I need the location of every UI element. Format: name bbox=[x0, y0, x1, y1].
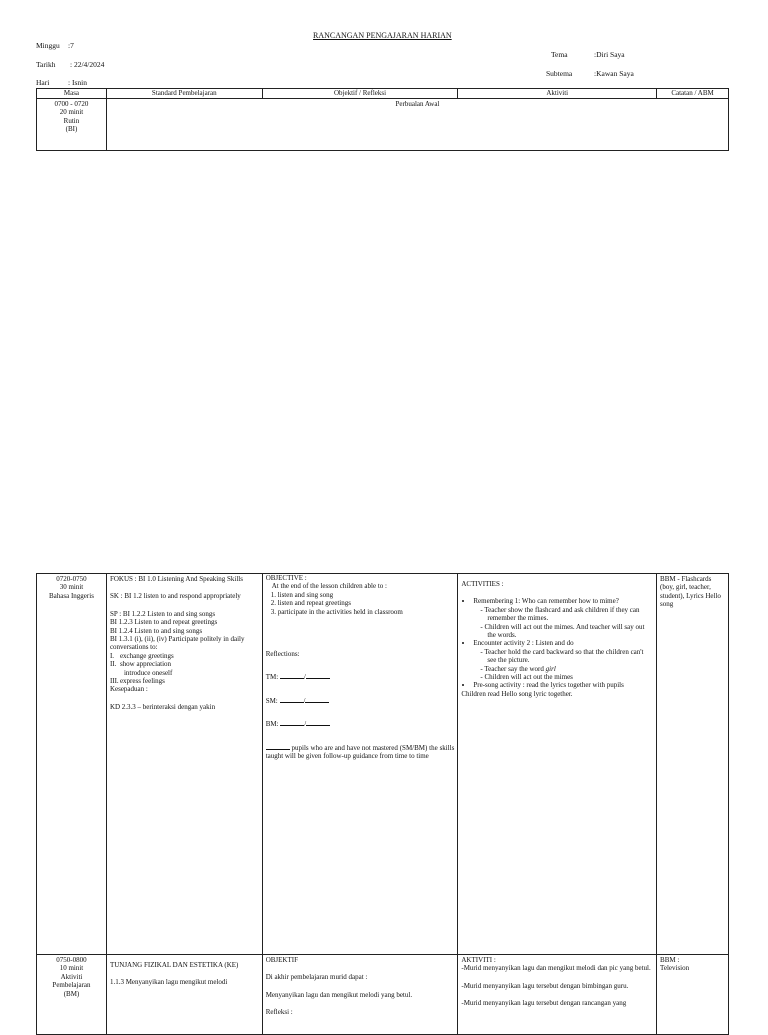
tarikh-label: Tarikh bbox=[36, 60, 56, 69]
activities-cell: ACTIVITIES : • Remembering 1: Who can remember how to mime? - Teacher show the flashcard and ask children if they can remember the mimes. - Children will act out the mimes. And teacher will say out the words. • Encounter activity 2 : Listen and do - Teacher hold the card backward so that the children can't see the picture. - Teacher say the word girl - Children will act out the mimes • Pre-song activity : read the lyrics together with pupils Children read Hello song lyric together. bbox=[458, 574, 657, 955]
standard-cell: TUNJANG FIZIKAL DAN ESTETIKA (KE) 1.1.3 Menyanyikan lagu mengikut melodi bbox=[106, 955, 262, 1035]
standard-cell: FOKUS : BI 1.0 Listening And Speaking Skills SK : BI 1.2 listen to and respond appropriately SP : BI 1.2.2 Listen to and sing songs BI 1.2.3 Listen to and repeat greetings BI 1.2.4 Listen to and sing songs BI 1.3.1 (i), (ii), (iv) Participate politely in daily conversations to: I. exchange greetings II. show appreciation introduce oneself III.express feelings Kesepaduan : KD 2.3.3 – berinteraksi dengan yakin bbox=[106, 574, 262, 955]
objective-list: 1. listen and sing song 2. listen and repeat greetings 3. participate in the activities held in classroom bbox=[266, 591, 455, 616]
masa-cell: 0750-0800 10 minit Aktiviti Pembelajaran (BM) bbox=[37, 955, 107, 1035]
minggu-label: Minggu bbox=[36, 41, 60, 50]
bm-label: BM: bbox=[265, 720, 279, 729]
sm-label: SM: bbox=[265, 696, 278, 705]
objective-cell: OBJECTIVE : At the end of the lesson children able to : 1. listen and sing song 2. listen and repeat greetings 3. participate in the activities held in classroom Reflections: TM: / SM: / BM: / pupils who are and have not mastered (SM/BM) the skills taught will be given follow-up guidance from time to time bbox=[262, 574, 458, 955]
schedule-table-top bbox=[36, 88, 729, 151]
header-standard: Standard Pembelajaran bbox=[106, 89, 262, 99]
tarikh-value: : 22/4/2024 bbox=[70, 60, 105, 69]
activities-list: • Remembering 1: Who can remember how to mime? - Teacher show the flashcard and ask children if they can remember the mimes. - Children will act out the mimes. And teacher will say out the words. • Encounter activity 2 : Listen and do - Teacher hold the card backward so that the children can't see the picture. - Teacher say the word girl - Children will act out the mimes • Pre-song activity : read the lyrics together with pupils bbox=[461, 597, 653, 689]
table-row bbox=[37, 574, 729, 955]
tema-value: :Diri Saya bbox=[594, 50, 625, 59]
header-aktiviti: Aktiviti bbox=[458, 89, 657, 99]
header-objektif: Objektif / Refleksi bbox=[262, 89, 458, 99]
table-row bbox=[37, 99, 729, 151]
masa-cell: 0720-0750 30 minit Bahasa Inggeris bbox=[37, 574, 107, 955]
page-title: RANCANGAN PENGAJARAN HARIAN bbox=[313, 31, 452, 40]
perbualan-awal-cell: Perbualan Awal bbox=[106, 99, 728, 151]
header-catatan: Catatan / ABM bbox=[657, 89, 729, 99]
header-masa: Masa bbox=[37, 89, 107, 99]
subtema-label: Subtema bbox=[546, 69, 573, 78]
catatan-cell: BBM : Television bbox=[657, 955, 729, 1035]
hari-value: : Isnin bbox=[68, 78, 87, 87]
tema-label: Tema bbox=[551, 50, 568, 59]
catatan-cell: BBM - Flashcards (boy, girl, teacher, student), Lyrics Hello song bbox=[657, 574, 729, 955]
schedule-table-bottom bbox=[36, 573, 729, 1035]
table-header-row bbox=[37, 89, 729, 99]
subtema-value: :Kawan Saya bbox=[594, 69, 634, 78]
hari-label: Hari bbox=[36, 78, 50, 87]
table-row bbox=[37, 955, 729, 1035]
tm-label: TM: bbox=[265, 673, 279, 682]
followup-note: pupils who are and have not mastered (SM/BM) the skills taught will be given follow-up guidance from time to time bbox=[265, 743, 455, 760]
objektif-cell: OBJEKTIF Di akhir pembelajaran murid dapat : Menyanyikan lagu dan mengikut melodi yang betul. Refleksi : bbox=[262, 955, 458, 1035]
minggu-value: :7 bbox=[68, 41, 74, 50]
aktiviti-cell: AKTIVITI : -Murid menyanyikan lagu dan mengikut melodi dan pic yang betul. -Murid menyanyikan lagu tersebut dengan bimbingan guru. -Murid menyanyikan lagu tersebut dengan rancangan yang bbox=[458, 955, 657, 1035]
masa-cell: 0700 - 0720 20 minit Rutin (BI) bbox=[37, 99, 107, 151]
